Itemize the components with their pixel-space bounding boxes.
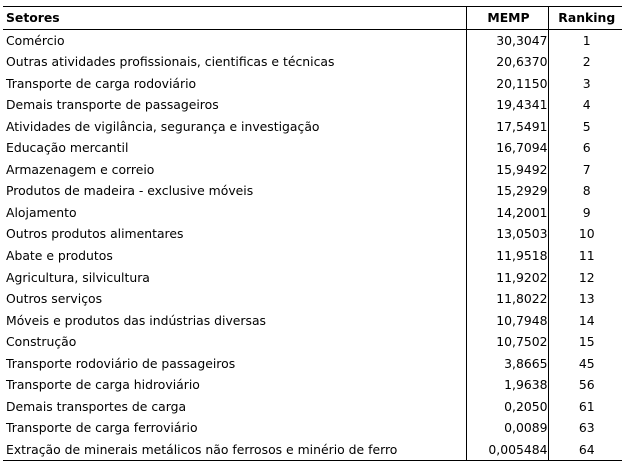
- ranking-cell: 56: [548, 374, 622, 396]
- table-row: [3, 417, 622, 439]
- sector-cell: Outros produtos alimentares: [6, 226, 184, 242]
- sector-cell: Atividades de vigilância, segurança e investigação: [6, 118, 320, 134]
- ranking-cell: 7: [548, 159, 622, 181]
- memp-value-cell: 0,2050: [466, 396, 548, 418]
- ranking-cell: 3: [548, 73, 622, 95]
- table-row: [3, 51, 622, 73]
- ranking-cell: 45: [548, 353, 622, 375]
- memp-value-cell: 16,7094: [466, 137, 548, 159]
- table-row: [3, 29, 622, 51]
- table-row: [3, 137, 622, 159]
- sector-cell: Transporte de carga hidroviário: [6, 377, 200, 393]
- sector-cell: Armazenagem e correio: [6, 161, 155, 177]
- table-row: [3, 223, 622, 245]
- memp-value-cell: 10,7502: [466, 331, 548, 353]
- table-header-row: [3, 7, 622, 30]
- table-body: [3, 29, 622, 461]
- table-row: [3, 202, 622, 224]
- memp-value-cell: 17,5491: [466, 116, 548, 138]
- sector-cell: Educação mercantil: [6, 140, 129, 156]
- ranking-cell: 6: [548, 137, 622, 159]
- ranking-cell: 5: [548, 116, 622, 138]
- memp-value-cell: 15,9492: [466, 159, 548, 181]
- sector-cell: Extração de minerais metálicos não ferrosos e minério de ferro: [3, 439, 466, 461]
- memp-value-cell: 14,2001: [466, 202, 548, 224]
- ranking-cell: 2: [548, 51, 622, 73]
- ranking-cell: 11: [548, 245, 622, 267]
- table-row: [3, 396, 622, 418]
- memp-value-cell: 0,005484: [466, 439, 548, 461]
- sector-cell: Produtos de madeira - exclusive móveis: [6, 183, 254, 199]
- sector-cell: Alojamento: [6, 204, 77, 220]
- table-row: [3, 180, 622, 202]
- memp-value-cell: 0,0089: [466, 417, 548, 439]
- sector-cell: Outras atividades profissionais, cientificas e técnicas: [6, 54, 335, 70]
- table-row: [3, 267, 622, 289]
- table-row: [3, 374, 622, 396]
- table-row: [3, 159, 622, 181]
- memp-value-cell: 10,7948: [466, 310, 548, 332]
- ranking-cell: 14: [548, 310, 622, 332]
- ranking-cell: 9: [548, 202, 622, 224]
- table-row: [3, 439, 622, 461]
- table-row: [3, 73, 622, 95]
- column-header-sectors: Setores: [3, 7, 466, 30]
- memp-value-cell: 20,1150: [466, 73, 548, 95]
- table-row: [3, 310, 622, 332]
- column-header-ranking: Ranking: [548, 7, 622, 30]
- ranking-cell: 10: [548, 223, 622, 245]
- ranking-cell: 4: [548, 94, 622, 116]
- sector-cell: Construção: [6, 334, 77, 350]
- sector-cell: Móveis e produtos das indústrias diversas: [6, 312, 267, 328]
- sector-cell: Agricultura, silvicultura: [6, 269, 150, 285]
- cropped-caption: [0, 0, 624, 5]
- sector-cell: Demais transporte de passageiros: [6, 97, 219, 113]
- ranking-cell: 63: [548, 417, 622, 439]
- table-row: [3, 331, 622, 353]
- ranking-cell: 15: [548, 331, 622, 353]
- sector-cell: Transporte de carga rodoviário: [6, 75, 197, 91]
- table-row: [3, 116, 622, 138]
- memp-value-cell: 11,9518: [466, 245, 548, 267]
- sector-cell: Transporte rodoviário de passageiros: [6, 355, 236, 371]
- table-row: [3, 353, 622, 375]
- memp-value-cell: 20,6370: [466, 51, 548, 73]
- memp-value-cell: 3,8665: [466, 353, 548, 375]
- ranking-cell: 12: [548, 267, 622, 289]
- sector-cell: Transporte de carga ferroviário: [6, 420, 198, 436]
- ranking-cell: 64: [548, 439, 622, 461]
- sector-cell: Abate e produtos: [6, 248, 113, 264]
- table-row: [3, 288, 622, 310]
- sector-cell: Comércio: [6, 32, 65, 48]
- ranking-cell: 61: [548, 396, 622, 418]
- table-row: [3, 245, 622, 267]
- ranking-cell: 13: [548, 288, 622, 310]
- memp-value-cell: 11,8022: [466, 288, 548, 310]
- sector-ranking-table: [3, 6, 622, 461]
- table-row: [3, 94, 622, 116]
- memp-value-cell: 11,9202: [466, 267, 548, 289]
- ranking-cell: 1: [548, 29, 622, 51]
- sector-cell: Outros serviços: [6, 291, 103, 307]
- column-header-memp: MEMP: [466, 7, 548, 30]
- memp-value-cell: 15,2929: [466, 180, 548, 202]
- sector-cell: Demais transportes de carga: [6, 398, 187, 414]
- memp-value-cell: 30,3047: [466, 29, 548, 51]
- memp-value-cell: 19,4341: [466, 94, 548, 116]
- memp-value-cell: 13,0503: [466, 223, 548, 245]
- memp-value-cell: 1,9638: [466, 374, 548, 396]
- ranking-cell: 8: [548, 180, 622, 202]
